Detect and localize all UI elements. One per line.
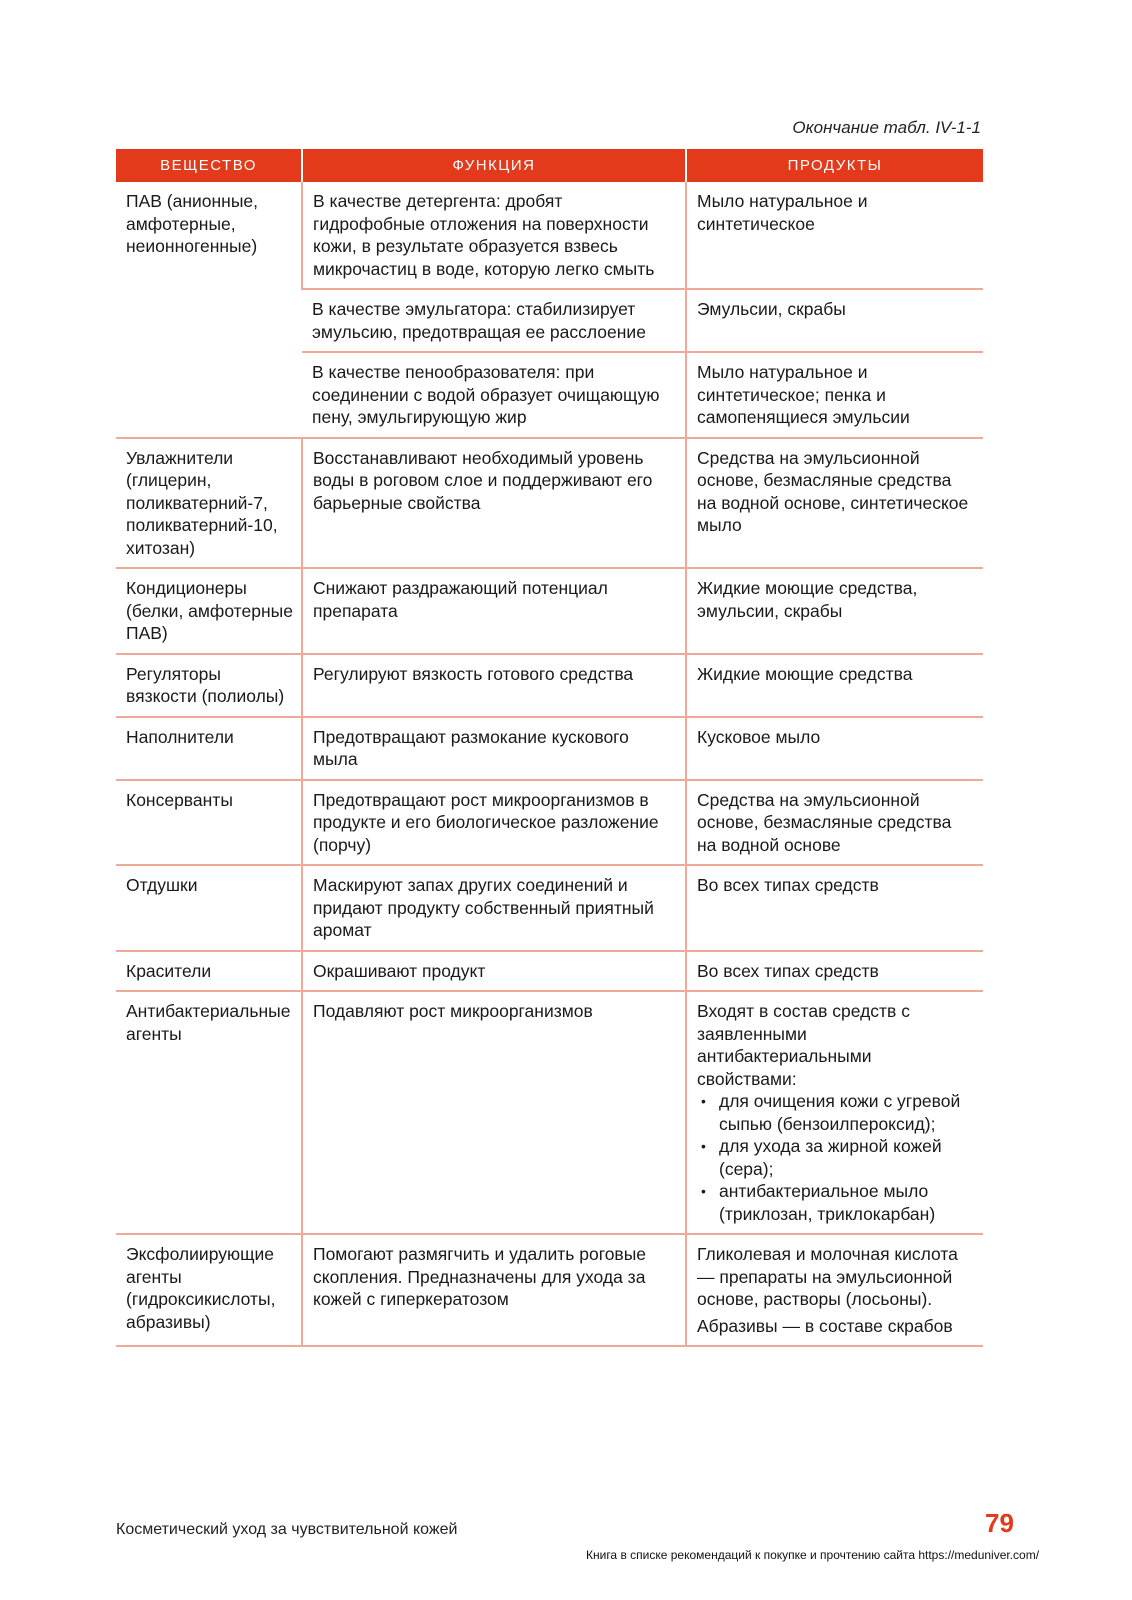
function-cell: В качестве детергента: дробят гидрофобные отложения на поверхности кожи, в результате образуется взвесь микрочастиц в воде, которую легко смыть — [302, 182, 686, 289]
products-cell: Жидкие моющие средства, эмульсии, скрабы — [686, 568, 983, 654]
table-row — [116, 568, 983, 654]
substance-cell: Регуляторы вязкости (полиолы) — [116, 654, 302, 717]
header-function: ФУНКЦИЯ — [302, 149, 686, 182]
function-cell: Окрашивают продукт — [302, 951, 686, 992]
products-cell: Мыло натуральное и синтетическое; пенка и самопенящиеся эмульсии — [686, 352, 983, 438]
products-cell — [686, 1234, 983, 1346]
footer-book-title: Косметический уход за чувствительной кожей — [116, 1521, 458, 1538]
substance-cell: Увлажнители (глицерин, поликватерний-7, поликватерний-10, хитозан) — [116, 438, 302, 569]
products-paragraph: Гликолевая и молочная кислота — препараты на эмульсионной основе, растворы (лосьоны). — [697, 1244, 958, 1309]
source-note: Книга в списке рекомендаций к покупке и прочтению сайта https://meduniver.com/ — [586, 1548, 1040, 1562]
substance-cell: ПАВ (анионные, амфотерные, неионногенные) — [116, 182, 302, 438]
table-header-row — [116, 149, 983, 182]
table-row — [116, 438, 983, 569]
table-row — [116, 1234, 983, 1346]
products-intro: Входят в состав средств с заявленными антибактериальными свойствами: — [697, 1001, 910, 1089]
substance-cell: Наполнители — [116, 717, 302, 780]
substance-cell: Консерванты — [116, 780, 302, 866]
products-cell: Кусковое мыло — [686, 717, 983, 780]
list-item: • для ухода за жирной кожей (сера); — [697, 1135, 975, 1180]
function-cell: В качестве пенообразователя: при соединении с водой образует очищающую пену, эмульгирующую жир — [302, 352, 686, 438]
products-cell: Эмульсии, скрабы — [686, 289, 983, 352]
products-cell: Во всех типах средств — [686, 865, 983, 951]
table-row — [116, 865, 983, 951]
substance-cell: Красители — [116, 951, 302, 992]
table-row — [116, 654, 983, 717]
substance-cell: Кондиционеры (белки, амфотерные ПАВ) — [116, 568, 302, 654]
products-cell: Средства на эмульсионной основе, безмасляные средства на водной основе — [686, 780, 983, 866]
function-cell: В качестве эмульгатора: стабилизирует эмульсию, предотвращая ее расслоение — [302, 289, 686, 352]
header-products: ПРОДУКТЫ — [686, 149, 983, 182]
table-row — [116, 717, 983, 780]
substances-table — [116, 149, 983, 1347]
function-cell: Подавляют рост микроорганизмов — [302, 991, 686, 1234]
table-row — [116, 182, 983, 289]
function-cell: Помогают размягчить и удалить роговые скопления. Предназначены для ухода за кожей с гиперкератозом — [302, 1234, 686, 1346]
table-row — [116, 780, 983, 866]
function-cell: Снижают раздражающий потенциал препарата — [302, 568, 686, 654]
products-cell: Средства на эмульсионной основе, безмасляные средства на водной основе, синтетическое мыло — [686, 438, 983, 569]
function-cell: Маскируют запах других соединений и придают продукту собственный приятный аромат — [302, 865, 686, 951]
function-cell: Предотвращают размокание кускового мыла — [302, 717, 686, 780]
function-cell: Предотвращают рост микроорганизмов в продукте и его биологическое разложение (порчу) — [302, 780, 686, 866]
products-cell: Мыло натуральное и синтетическое — [686, 182, 983, 289]
header-substance: ВЕЩЕСТВО — [116, 149, 302, 182]
products-cell — [686, 991, 983, 1234]
list-item: • антибактериальное мыло (триклозан, триклокарбан) — [697, 1180, 975, 1225]
products-cell: Жидкие моющие средства — [686, 654, 983, 717]
substance-cell: Отдушки — [116, 865, 302, 951]
products-paragraph: Абразивы — в составе скрабов — [697, 1315, 953, 1336]
list-item: • для очищения кожи с угревой сыпью (бензоилпероксид); — [697, 1090, 975, 1135]
function-cell: Восстанавливают необходимый уровень воды в роговом слое и поддерживают его барьерные свойства — [302, 438, 686, 569]
products-cell: Во всех типах средств — [686, 951, 983, 992]
substance-cell: Антибактериальные агенты — [116, 991, 302, 1234]
products-bullet-list — [697, 1090, 975, 1225]
table-row — [116, 991, 983, 1234]
substance-cell: Эксфолиирующие агенты (гидроксикислоты, абразивы) — [116, 1234, 302, 1346]
table-row — [116, 951, 983, 992]
page-number: 79 — [985, 1508, 1014, 1538]
function-cell: Регулируют вязкость готового средства — [302, 654, 686, 717]
table-caption: Окончание табл. IV-1-1 — [792, 118, 981, 137]
